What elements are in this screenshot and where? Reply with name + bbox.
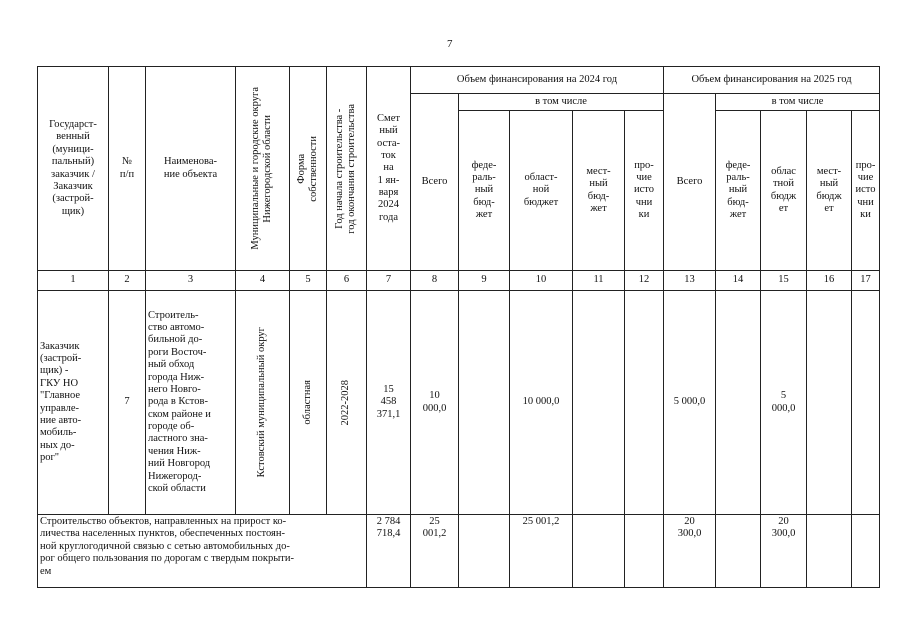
row1-years-text: 2022-2028 xyxy=(340,379,352,426)
row1-local-2024 xyxy=(573,291,625,515)
row1-total-2024: 10 000,0 xyxy=(411,291,459,515)
row2-local-2025 xyxy=(807,515,852,588)
header-regional-2024: област- ной бюджет xyxy=(510,111,573,271)
row2-total-2024: 25 001,2 xyxy=(411,515,459,588)
table-row xyxy=(38,291,880,515)
row1-federal-2025 xyxy=(716,291,761,515)
row2-other-2024 xyxy=(625,515,664,588)
col-num-17: 17 xyxy=(852,271,880,291)
row1-years xyxy=(327,291,367,515)
col-num-4: 4 xyxy=(236,271,290,291)
col-num-6: 6 xyxy=(327,271,367,291)
header-total-2024: Всего xyxy=(411,94,459,271)
row2-local-2024 xyxy=(573,515,625,588)
header-other-2025: про- чие исто чни ки xyxy=(852,111,880,271)
col-num-8: 8 xyxy=(411,271,459,291)
row2-other-2025 xyxy=(852,515,880,588)
row1-district xyxy=(236,291,290,515)
row1-other-2024 xyxy=(625,291,664,515)
row2-total-2025: 20 300,0 xyxy=(664,515,716,588)
row2-regional-2024: 25 001,2 xyxy=(510,515,573,588)
row1-ownership-text: областная xyxy=(301,380,313,425)
row1-regional-2025: 5 000,0 xyxy=(761,291,807,515)
col-num-12: 12 xyxy=(625,271,664,291)
header-local-2025: мест- ный бюдж ет xyxy=(807,111,852,271)
header-num: № п/п xyxy=(109,67,146,271)
row1-remainder: 15 458 371,1 xyxy=(367,291,411,515)
col-num-7: 7 xyxy=(367,271,411,291)
row2-federal-2025 xyxy=(716,515,761,588)
header-regional-2025: облас тной бюдж ет xyxy=(761,111,807,271)
header-other-2024: про- чие исто чни ки xyxy=(625,111,664,271)
row1-object-name: Строитель- ство автомо- бильной до- роги Восточ- ный обход города Ниж- него Новго- рода в Кстов- ском районе и городе об- ластного зна- чения Ниж- ний Новгород Нижегород- ской области xyxy=(146,291,236,515)
col-num-16: 16 xyxy=(807,271,852,291)
col-num-2: 2 xyxy=(109,271,146,291)
col-num-5: 5 xyxy=(290,271,327,291)
col-num-1: 1 xyxy=(38,271,109,291)
header-row-1 xyxy=(38,67,880,94)
header-total-2025: Всего xyxy=(664,94,716,271)
col-num-10: 10 xyxy=(510,271,573,291)
col-num-3: 3 xyxy=(146,271,236,291)
row1-federal-2024 xyxy=(459,291,510,515)
column-number-row xyxy=(38,271,880,291)
col-num-13: 13 xyxy=(664,271,716,291)
header-federal-2025: феде- раль- ный бюд- жет xyxy=(716,111,761,271)
header-ownership xyxy=(290,67,327,271)
header-federal-2024: феде- раль- ный бюд- жет xyxy=(459,111,510,271)
row1-ownership xyxy=(290,291,327,515)
row1-num: 7 xyxy=(109,291,146,515)
row2-description: Строительство объектов, направленных на прирост ко- личества населенных пунктов, обеспеченных постоян- ной круглогодичной связью с сетью автомобильных до- рог общего пользования по дорогам с твердым покрыти- ем xyxy=(38,515,367,588)
header-district-text: Муниципальные и городские округа Нижегородской области xyxy=(250,87,274,250)
row1-other-2025 xyxy=(852,291,880,515)
header-incl-2025: в том числе xyxy=(716,94,880,111)
header-years xyxy=(327,67,367,271)
row1-regional-2024: 10 000,0 xyxy=(510,291,573,515)
header-local-2024: мест- ный бюд- жет xyxy=(573,111,625,271)
header-incl-2024: в том числе xyxy=(459,94,664,111)
header-customer: Государст- венный (муници- пальный) заказчик / Заказчик (застрой- щик) xyxy=(38,67,109,271)
col-num-9: 9 xyxy=(459,271,510,291)
header-years-text: Год начала строительства - год окончания строительства xyxy=(334,103,358,234)
row2-remainder: 2 784 718,4 xyxy=(367,515,411,588)
header-fin-2025: Объем финансирования на 2025 год xyxy=(664,67,880,94)
financing-table xyxy=(37,66,880,588)
col-num-14: 14 xyxy=(716,271,761,291)
row1-total-2025: 5 000,0 xyxy=(664,291,716,515)
row1-district-text: Кстовский муниципальный округ xyxy=(256,327,268,478)
header-fin-2024: Объем финансирования на 2024 год xyxy=(411,67,664,94)
header-ownership-text: Форма собственности xyxy=(295,135,319,202)
row2-regional-2025: 20 300,0 xyxy=(761,515,807,588)
page-number: 7 xyxy=(447,38,453,50)
col-num-11: 11 xyxy=(573,271,625,291)
header-district xyxy=(236,67,290,271)
header-remainder: Смет ный оста- ток на 1 ян- варя 2024 года xyxy=(367,67,411,271)
row2-federal-2024 xyxy=(459,515,510,588)
table-row xyxy=(38,515,880,588)
row1-local-2025 xyxy=(807,291,852,515)
col-num-15: 15 xyxy=(761,271,807,291)
header-object-name: Наименова- ние объекта xyxy=(146,67,236,271)
row1-customer: Заказчик (застрой- щик) - ГКУ НО "Главное управле- ние авто- мобиль- ных до- рог" xyxy=(38,291,109,515)
